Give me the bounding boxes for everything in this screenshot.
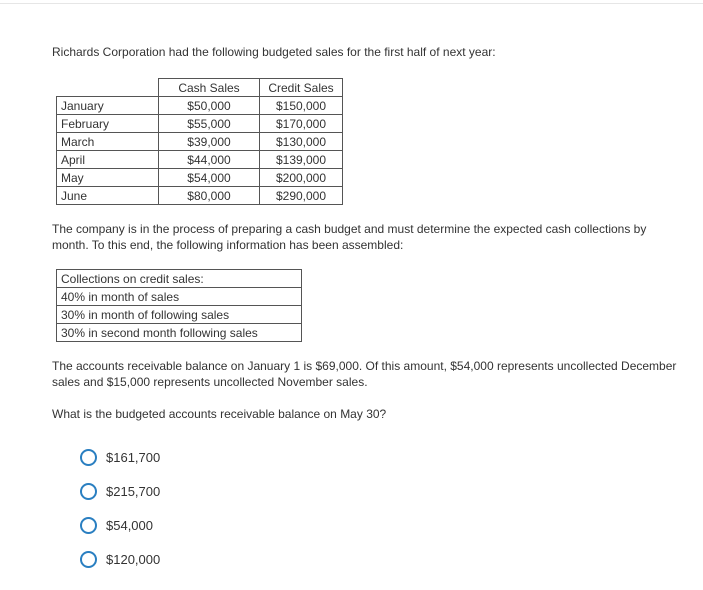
table-header-row — [57, 79, 343, 97]
cash-cell: $44,000 — [159, 151, 260, 169]
collections-cell: 30% in second month following sales — [57, 324, 302, 342]
cash-cell: $54,000 — [159, 169, 260, 187]
answer-label: $215,700 — [106, 483, 161, 499]
header-credit-sales: Credit Sales — [260, 79, 343, 97]
table-row — [57, 133, 343, 151]
credit-cell: $150,000 — [260, 97, 343, 115]
credit-cell: $130,000 — [260, 133, 343, 151]
answer-label: $161,700 — [106, 449, 161, 465]
header-blank-cell — [57, 79, 159, 97]
credit-cell: $200,000 — [260, 169, 343, 187]
collections-table — [56, 269, 302, 342]
answer-label: $120,000 — [106, 551, 161, 567]
intro-text: Richards Corporation had the following budgeted sales for the first half of next year: — [52, 45, 496, 59]
radio-button-icon[interactable] — [80, 483, 97, 500]
credit-cell: $290,000 — [260, 187, 343, 205]
answer-option-2[interactable] — [80, 481, 160, 501]
month-cell: March — [57, 133, 159, 151]
radio-button-icon[interactable] — [80, 551, 97, 568]
top-divider — [0, 3, 703, 4]
credit-cell: $139,000 — [260, 151, 343, 169]
table-row — [57, 97, 343, 115]
table-row — [57, 151, 343, 169]
radio-button-icon[interactable] — [80, 449, 97, 466]
credit-cell: $170,000 — [260, 115, 343, 133]
table-row — [57, 306, 302, 324]
table-row — [57, 187, 343, 205]
table-row — [57, 169, 343, 187]
month-cell: January — [57, 97, 159, 115]
answer-options — [80, 447, 160, 583]
month-cell: February — [57, 115, 159, 133]
answer-option-4[interactable] — [80, 549, 160, 569]
table-row — [57, 288, 302, 306]
accounts-receivable-text: The accounts receivable balance on January 1 is $69,000. Of this amount, $54,000 represents uncollected December sales and $15,000 represents uncollected November sales. — [52, 359, 677, 389]
cash-cell: $50,000 — [159, 97, 260, 115]
collections-heading-cell: Collections on credit sales: — [57, 270, 302, 288]
question-text: What is the budgeted accounts receivable balance on May 30? — [52, 407, 387, 421]
cash-cell: $80,000 — [159, 187, 260, 205]
collections-cell: 40% in month of sales — [57, 288, 302, 306]
answer-label: $54,000 — [106, 517, 153, 533]
table-row — [57, 270, 302, 288]
cash-cell: $55,000 — [159, 115, 260, 133]
answer-option-1[interactable] — [80, 447, 160, 467]
radio-button-icon[interactable] — [80, 517, 97, 534]
table-row — [57, 115, 343, 133]
table-row — [57, 324, 302, 342]
cash-cell: $39,000 — [159, 133, 260, 151]
collections-cell: 30% in month of following sales — [57, 306, 302, 324]
budgeted-sales-table — [56, 78, 343, 205]
month-cell: June — [57, 187, 159, 205]
month-cell: April — [57, 151, 159, 169]
answer-option-3[interactable] — [80, 515, 160, 535]
month-cell: May — [57, 169, 159, 187]
process-text: The company is in the process of preparing a cash budget and must determine the expected cash collections by month. To this end, the following information has been assembled: — [52, 222, 647, 252]
header-cash-sales: Cash Sales — [159, 79, 260, 97]
